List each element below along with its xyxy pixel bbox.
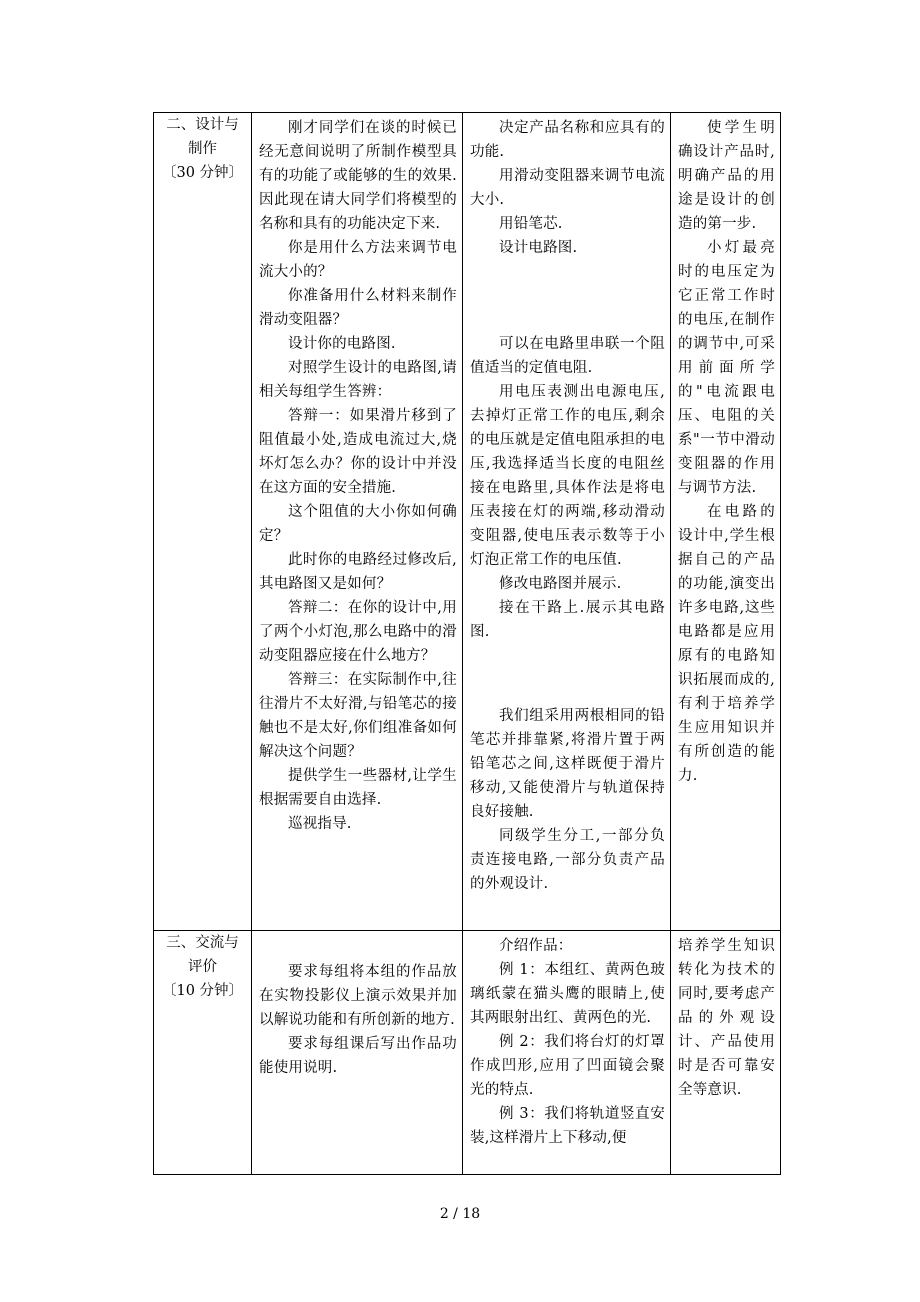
stage-name-line1: 二、设计与 [166,117,239,133]
student-text: 例 2：我们将台灯的灯罩作成凹形,应用了凹面镜会聚光的特点. [470,1034,665,1098]
student-text: 例 3：我们将轨道竖直安装,这样滑片上下移动,便 [470,1106,665,1146]
teacher-text: 刚才同学们在谈的时候已经无意间说明了所制作模型具有的功能了或能够的生的效果.因此现在请大同学们将模型的名称和具有的功能决定下来. [259,120,457,232]
stage-time: 〔10 分钟〕 [161,983,244,999]
intent-text: 小灯最亮时的电压定为它正常工作时的电压,在制作的调节中,可采用前面所学的"电流跟电压、电阻的关系"一节中滑动变阻器的作用与调节方法. [678,240,775,496]
teacher-text: 设计你的电路图. [288,336,396,352]
stage-time: 〔30 分钟〕 [161,165,244,181]
student-text: 可以在电路里串联一个阻值适当的定值电阻. [470,336,665,376]
teacher-text: 提供学生一些器材,让学生根据需要自由选择. [259,768,457,808]
teacher-text: 要求每组将本组的作品放在实物投影仪上演示效果并加以解说功能和有所创新的地方. [259,964,457,1028]
student-text: 决定产品名称和应具有的功能. [470,120,665,160]
student-text: 我们组采用两根相同的铅笔芯并排靠紧,将滑片置于两铅笔芯之间,这样既便于滑片移动,又能使滑片与轨道保持良好接触. [470,708,665,820]
student-text: 同级学生分工,一部分负责连接电路,一部分负责产品的外观设计. [470,828,665,892]
intent-text: 使学生明确设计产品时,明确产品的用途是设计的创造的第一步. [678,120,775,232]
table-row-exchange [154,931,781,1175]
intent-text: 在电路的设计中,学生根据自己的产品的功能,演变出许多电路,这些电路都是应用原有的电路知识拓展而成的,有利于培养学生应用知识并有所创造的能力. [678,504,775,784]
teacher-text: 答辩二：在你的设计中,用了两个小灯泡,那么电路中的滑动变阻器应接在什么地方？ [259,600,457,664]
stage-name-line2: 制作 [188,141,217,157]
teacher-activity-cell [252,931,463,1175]
lesson-plan-table [153,112,781,1175]
student-activity-cell [463,931,671,1175]
teacher-text: 此时你的电路经过修改后,其电路图又是如何？ [259,552,457,592]
stage-cell [154,113,252,931]
teacher-text: 巡视指导. [288,816,352,832]
table-row-design [154,113,781,931]
teacher-text: 这个阻值的大小你如何确定？ [259,504,457,544]
teacher-text: 答辩三：在实际制作中,往往滑片不太好滑,与铅笔芯的接触也不是太好,你们组准备如何解决这个问题？ [259,672,457,760]
student-text: 用电压表测出电源电压,去掉灯正常工作的电压,剩余的电压就是定值电阻承担的电压,我选择适当长度的电阻丝接在电路里,具体作法是将电压表接在灯的两端,移动滑动变阻器,使电压表示数等于小灯泡正常工作的电压值. [470,384,665,568]
stage-cell [154,931,252,1175]
student-text: 设计电路图. [499,240,578,256]
page-number: 2 / 18 [439,1206,481,1222]
design-intent-cell [671,931,781,1175]
teacher-text: 对照学生设计的电路图,请相关每组学生答辨： [259,360,457,400]
teacher-text: 要求每组课后写出作品功能使用说明. [259,1036,457,1076]
student-text: 例 1：本组红、黄两色玻璃纸蒙在猫头鹰的眼睛上,使其两眼射出红、黄两色的光. [470,962,665,1026]
student-text: 接在干路上.展示其电路图. [470,600,665,640]
teacher-text: 你是用什么方法来调节电流大小的？ [259,240,457,280]
design-intent-cell [671,113,781,931]
student-text: 介绍作品： [499,938,573,954]
student-text: 用滑动变阻器来调节电流大小. [470,168,665,208]
teacher-text: 答辩一：如果滑片移到了阻值最小处,造成电流过大,烧坏灯怎么办？你的设计中并没在这方面的安全措施. [259,408,457,496]
stage-name-line2: 评价 [188,959,217,975]
stage-name-line1: 三、交流与 [166,935,239,951]
teacher-text: 你准备用什么材料来制作滑动变阻器？ [259,288,457,328]
teacher-activity-cell [252,113,463,931]
student-text: 修改电路图并展示. [499,576,622,592]
intent-text: 培养学生知识转化为技术的同时,要考虑产品的外观设计、产品使用时是否可靠安全等意识. [678,938,775,1098]
student-activity-cell [463,113,671,931]
student-text: 用铅笔芯. [499,216,563,232]
